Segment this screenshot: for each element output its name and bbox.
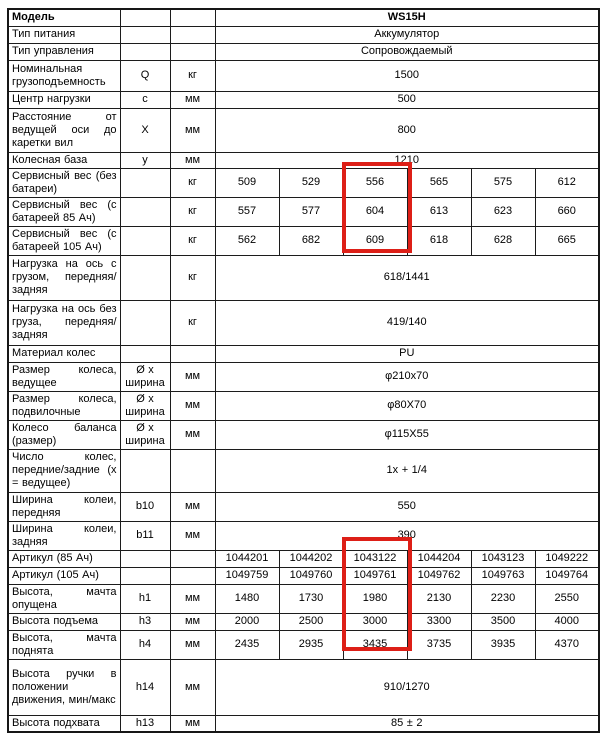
value-cell: 556 [343, 168, 407, 197]
symbol-cell [120, 255, 170, 300]
unit-cell: кг [170, 255, 215, 300]
unit-cell: мм [170, 91, 215, 108]
param-cell: Номинальная грузоподъемность [8, 60, 120, 91]
symbol-cell: Ø x ширина [120, 362, 170, 391]
table-row [8, 550, 599, 567]
table-row [8, 449, 599, 492]
value-cell: 3300 [407, 613, 471, 630]
unit-cell: мм [170, 613, 215, 630]
value-cell: 575 [471, 168, 535, 197]
value-cell: 550 [215, 492, 599, 521]
value-cell: 3935 [471, 630, 535, 659]
unit-cell: мм [170, 420, 215, 449]
table-row [8, 362, 599, 391]
symbol-cell: h13 [120, 715, 170, 732]
value-cell: 1730 [279, 584, 343, 613]
value-cell: Аккумулятор [215, 26, 599, 43]
unit-cell: мм [170, 715, 215, 732]
param-cell: Высота подхвата [8, 715, 120, 732]
value-cell: 628 [471, 226, 535, 255]
param-cell: Расстояние от ведущей оси до каретки вил [8, 108, 120, 152]
unit-cell [170, 43, 215, 60]
value-cell: WS15H [215, 9, 599, 26]
param-cell: Число колес, передние/задние (x = ведущее) [8, 449, 120, 492]
unit-cell [170, 345, 215, 362]
symbol-cell [120, 168, 170, 197]
value-cell: 509 [215, 168, 279, 197]
symbol-cell [120, 226, 170, 255]
table-row [8, 43, 599, 60]
param-cell: Сервисный вес (с батареей 85 Ач) [8, 197, 120, 226]
table-row [8, 521, 599, 550]
value-cell: 2435 [215, 630, 279, 659]
symbol-cell: h3 [120, 613, 170, 630]
param-cell: Размер колеса, ведущее [8, 362, 120, 391]
value-cell: φ210x70 [215, 362, 599, 391]
value-cell: 1043122 [343, 550, 407, 567]
table-row [8, 659, 599, 715]
unit-cell [170, 550, 215, 567]
symbol-cell [120, 9, 170, 26]
value-cell: 612 [535, 168, 599, 197]
table-row [8, 255, 599, 300]
value-cell: 1044204 [407, 550, 471, 567]
value-cell: 618 [407, 226, 471, 255]
symbol-cell: b11 [120, 521, 170, 550]
symbol-cell [120, 197, 170, 226]
unit-cell [170, 26, 215, 43]
symbol-cell: Ø x ширина [120, 391, 170, 420]
symbol-cell: c [120, 91, 170, 108]
unit-cell: мм [170, 492, 215, 521]
value-cell: 390 [215, 521, 599, 550]
param-cell: Нагрузка на ось с грузом, передняя/задняя [8, 255, 120, 300]
table-row [8, 567, 599, 584]
value-cell: 419/140 [215, 300, 599, 345]
symbol-cell: h4 [120, 630, 170, 659]
value-cell: 3435 [343, 630, 407, 659]
value-cell: 604 [343, 197, 407, 226]
value-cell: 665 [535, 226, 599, 255]
symbol-cell [120, 550, 170, 567]
unit-cell: мм [170, 659, 215, 715]
param-cell: Высота ручки в положении движения, мин/макс [8, 659, 120, 715]
param-cell: Сервисный вес (с батареей 105 Ач) [8, 226, 120, 255]
unit-cell [170, 449, 215, 492]
symbol-cell: X [120, 108, 170, 152]
table-row [8, 226, 599, 255]
value-cell: PU [215, 345, 599, 362]
table-row [8, 630, 599, 659]
symbol-cell: Ø x ширина [120, 420, 170, 449]
param-cell: Материал колес [8, 345, 120, 362]
param-cell: Высота, мачта опущена [8, 584, 120, 613]
table-row [8, 9, 599, 26]
value-cell: Сопровождаемый [215, 43, 599, 60]
value-cell: 1049760 [279, 567, 343, 584]
unit-cell: мм [170, 521, 215, 550]
value-cell: 4000 [535, 613, 599, 630]
value-cell: 565 [407, 168, 471, 197]
symbol-cell: h1 [120, 584, 170, 613]
value-cell: 1049761 [343, 567, 407, 584]
param-cell: Нагрузка на ось без груза, передняя/задняя [8, 300, 120, 345]
value-cell: 1044202 [279, 550, 343, 567]
table-row [8, 152, 599, 168]
symbol-cell: b10 [120, 492, 170, 521]
value-cell: 500 [215, 91, 599, 108]
unit-cell: мм [170, 630, 215, 659]
table-row [8, 60, 599, 91]
value-cell: 1049222 [535, 550, 599, 567]
value-cell: 557 [215, 197, 279, 226]
value-cell: 2230 [471, 584, 535, 613]
value-cell: 1049763 [471, 567, 535, 584]
value-cell: 2130 [407, 584, 471, 613]
value-cell: 3500 [471, 613, 535, 630]
unit-cell [170, 9, 215, 26]
value-cell: 800 [215, 108, 599, 152]
unit-cell: мм [170, 584, 215, 613]
symbol-cell [120, 345, 170, 362]
value-cell: 609 [343, 226, 407, 255]
value-cell: 2000 [215, 613, 279, 630]
table-row [8, 345, 599, 362]
value-cell: 2500 [279, 613, 343, 630]
value-cell: 1480 [215, 584, 279, 613]
spec-table-body [8, 9, 599, 732]
unit-cell: кг [170, 60, 215, 91]
symbol-cell [120, 26, 170, 43]
symbol-cell [120, 567, 170, 584]
value-cell: 2935 [279, 630, 343, 659]
unit-cell: мм [170, 362, 215, 391]
param-cell: Центр нагрузки [8, 91, 120, 108]
value-cell: 3000 [343, 613, 407, 630]
value-cell: 529 [279, 168, 343, 197]
unit-cell: кг [170, 300, 215, 345]
value-cell: 1049759 [215, 567, 279, 584]
symbol-cell: h14 [120, 659, 170, 715]
param-cell: Тип питания [8, 26, 120, 43]
param-cell: Высота подъема [8, 613, 120, 630]
value-cell: 660 [535, 197, 599, 226]
symbol-cell: Q [120, 60, 170, 91]
value-cell: 85 ± 2 [215, 715, 599, 732]
value-cell: 682 [279, 226, 343, 255]
unit-cell: мм [170, 391, 215, 420]
value-cell: 3735 [407, 630, 471, 659]
value-cell: 613 [407, 197, 471, 226]
value-cell: 562 [215, 226, 279, 255]
table-row [8, 420, 599, 449]
table-row [8, 168, 599, 197]
value-cell: φ80X70 [215, 391, 599, 420]
param-cell: Ширина колеи, передняя [8, 492, 120, 521]
unit-cell: кг [170, 168, 215, 197]
value-cell: 4370 [535, 630, 599, 659]
table-row [8, 26, 599, 43]
value-cell: 1x + 1/4 [215, 449, 599, 492]
value-cell: 1049762 [407, 567, 471, 584]
symbol-cell [120, 449, 170, 492]
value-cell: 618/1441 [215, 255, 599, 300]
table-row [8, 91, 599, 108]
symbol-cell: y [120, 152, 170, 168]
symbol-cell [120, 300, 170, 345]
param-cell: Размер колеса, подвилочные [8, 391, 120, 420]
value-cell: 1980 [343, 584, 407, 613]
table-row [8, 715, 599, 732]
param-cell: Модель [8, 9, 120, 26]
value-cell: 623 [471, 197, 535, 226]
value-cell: 910/1270 [215, 659, 599, 715]
table-row [8, 492, 599, 521]
table-row [8, 391, 599, 420]
param-cell: Колесная база [8, 152, 120, 168]
param-cell: Артикул (85 Ач) [8, 550, 120, 567]
table-row [8, 613, 599, 630]
param-cell: Тип управления [8, 43, 120, 60]
value-cell: φ115X55 [215, 420, 599, 449]
value-cell: 1043123 [471, 550, 535, 567]
unit-cell: кг [170, 226, 215, 255]
value-cell: 1044201 [215, 550, 279, 567]
unit-cell [170, 567, 215, 584]
unit-cell: мм [170, 108, 215, 152]
param-cell: Артикул (105 Ач) [8, 567, 120, 584]
param-cell: Ширина колеи, задняя [8, 521, 120, 550]
spec-table [7, 8, 600, 733]
value-cell: 1500 [215, 60, 599, 91]
value-cell: 1210 [215, 152, 599, 168]
table-row [8, 300, 599, 345]
unit-cell: кг [170, 197, 215, 226]
table-row [8, 108, 599, 152]
value-cell: 1049764 [535, 567, 599, 584]
param-cell: Сервисный вес (без батареи) [8, 168, 120, 197]
unit-cell: мм [170, 152, 215, 168]
symbol-cell [120, 43, 170, 60]
value-cell: 577 [279, 197, 343, 226]
param-cell: Высота, мачта поднята [8, 630, 120, 659]
param-cell: Колесо баланса (размер) [8, 420, 120, 449]
table-row [8, 197, 599, 226]
value-cell: 2550 [535, 584, 599, 613]
table-row [8, 584, 599, 613]
